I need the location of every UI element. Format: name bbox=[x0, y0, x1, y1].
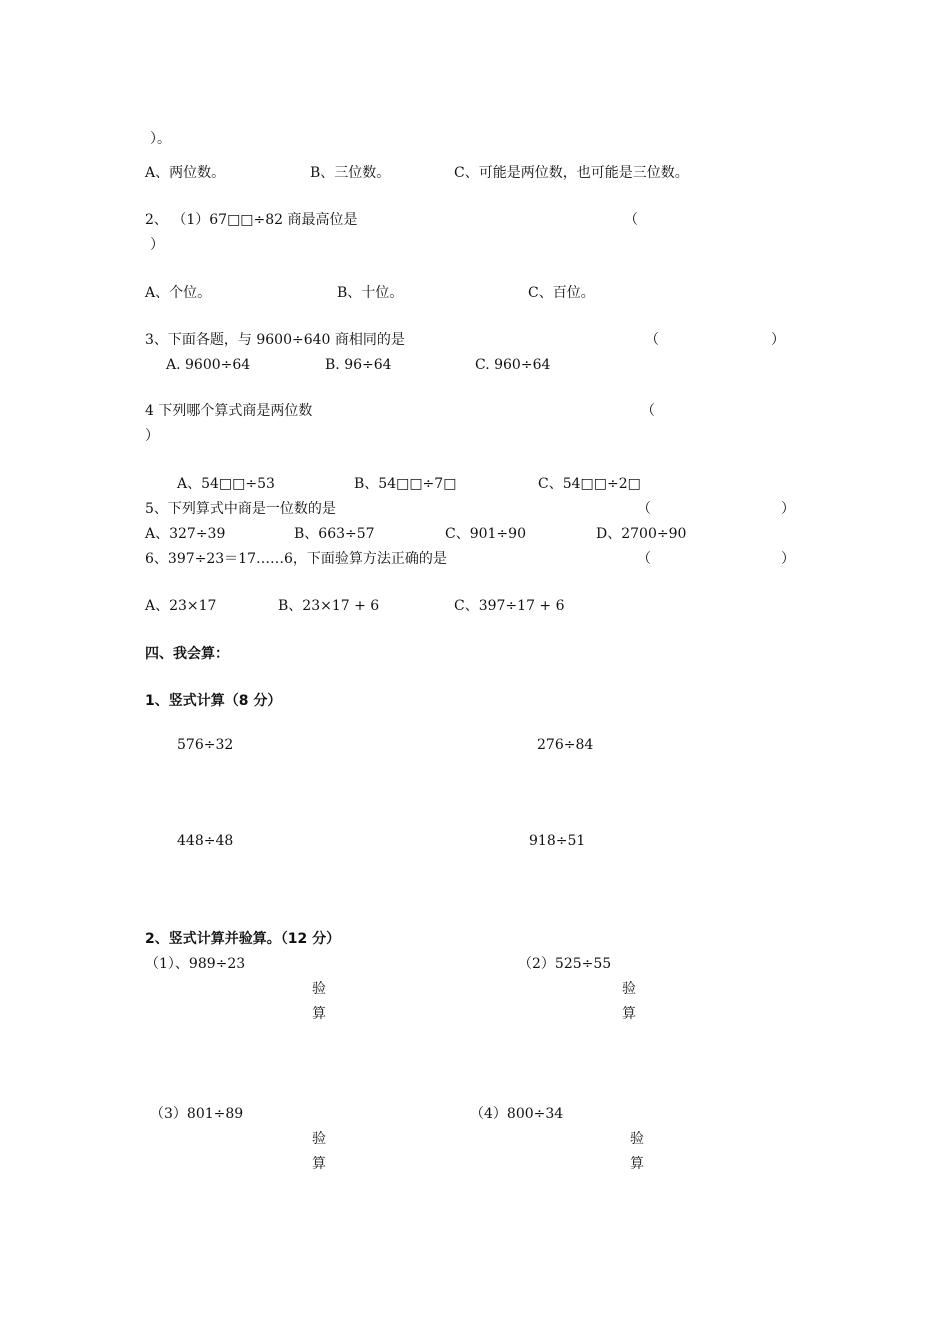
q3-option-b: B. 96÷64 bbox=[325, 357, 392, 373]
part-1-problem-1: 576÷32 bbox=[177, 737, 234, 753]
part-2-check-label-1b: 算 bbox=[312, 1006, 326, 1022]
part-1-problem-3: 448÷48 bbox=[177, 833, 234, 849]
q2-option-b: B、十位。 bbox=[337, 285, 404, 301]
q4-option-a: A、54□□÷53 bbox=[177, 476, 275, 492]
q2-answer-paren-close: ） bbox=[150, 237, 164, 253]
q2-option-a: A、个位。 bbox=[145, 285, 212, 301]
part-2-problem-1: （1）、989÷23 bbox=[145, 956, 246, 972]
q5-stem: 5、下列算式中商是一位数的是 bbox=[145, 501, 336, 517]
q6-option-b: B、23×17 + 6 bbox=[278, 598, 380, 614]
q6-answer-paren-open: （ bbox=[637, 551, 651, 567]
part-1-problem-2: 276÷84 bbox=[537, 737, 594, 753]
part-1-problem-4: 918÷51 bbox=[529, 833, 586, 849]
q6-answer-paren-close: ） bbox=[781, 551, 795, 567]
q5-option-d: D、2700÷90 bbox=[596, 526, 687, 542]
q4-option-c: C、54□□÷2□ bbox=[538, 476, 641, 492]
q3-option-c: C. 960÷64 bbox=[475, 357, 551, 373]
part-2-check-label-4b: 算 bbox=[630, 1156, 644, 1172]
q5-option-a: A、327÷39 bbox=[145, 526, 226, 542]
part-2-check-label-2b: 算 bbox=[622, 1006, 636, 1022]
part-2-check-label-4a: 验 bbox=[630, 1131, 644, 1147]
q4-answer-paren-close: ） bbox=[145, 428, 159, 444]
part-2-check-label-3a: 验 bbox=[312, 1131, 326, 1147]
q4-option-b: B、54□□÷7□ bbox=[354, 476, 457, 492]
q5-answer-paren-close: ） bbox=[781, 501, 795, 517]
q6-option-c: C、397÷17 + 6 bbox=[454, 598, 565, 614]
q2-option-c: C、百位。 bbox=[528, 285, 595, 301]
part-2-heading: 2、竖式计算并验算。（12 分） bbox=[145, 931, 341, 947]
q3-answer-paren-open: （ bbox=[645, 332, 659, 348]
part-2-problem-3: （3）801÷89 bbox=[150, 1106, 244, 1122]
q1-option-a: A、两位数。 bbox=[145, 165, 226, 181]
q1-tail: ）。 bbox=[150, 131, 171, 147]
q6-stem: 6、397÷23＝17……6，下面验算方法正确的是 bbox=[145, 551, 447, 567]
q4-stem: 4 下列哪个算式商是两位数 bbox=[145, 403, 313, 419]
part-2-problem-4: （4）800÷34 bbox=[470, 1106, 564, 1122]
part-1-heading: 1、竖式计算（8 分） bbox=[145, 693, 282, 709]
q3-answer-paren-close: ） bbox=[771, 332, 785, 348]
section-4-heading: 四、我会算： bbox=[145, 646, 229, 662]
q5-option-c: C、901÷90 bbox=[445, 526, 526, 542]
part-2-check-label-3b: 算 bbox=[312, 1156, 326, 1172]
q1-option-c: C、可能是两位数，也可能是三位数。 bbox=[454, 165, 689, 181]
q5-option-b: B、663÷57 bbox=[294, 526, 375, 542]
q2-stem: 2、 （1）67□□÷82 商最高位是 bbox=[145, 212, 358, 228]
part-2-problem-2: （2）525÷55 bbox=[518, 956, 612, 972]
q6-option-a: A、23×17 bbox=[145, 598, 217, 614]
q3-option-a: A. 9600÷64 bbox=[166, 357, 251, 373]
q4-answer-paren-open: （ bbox=[641, 403, 655, 419]
q3-stem: 3、下面各题，与 9600÷640 商相同的是 bbox=[145, 332, 405, 348]
q1-option-b: B、三位数。 bbox=[310, 165, 391, 181]
q2-answer-paren-open: （ bbox=[624, 212, 638, 228]
q5-answer-paren-open: （ bbox=[637, 501, 651, 517]
part-2-check-label-1a: 验 bbox=[312, 981, 326, 997]
part-2-check-label-2a: 验 bbox=[622, 981, 636, 997]
